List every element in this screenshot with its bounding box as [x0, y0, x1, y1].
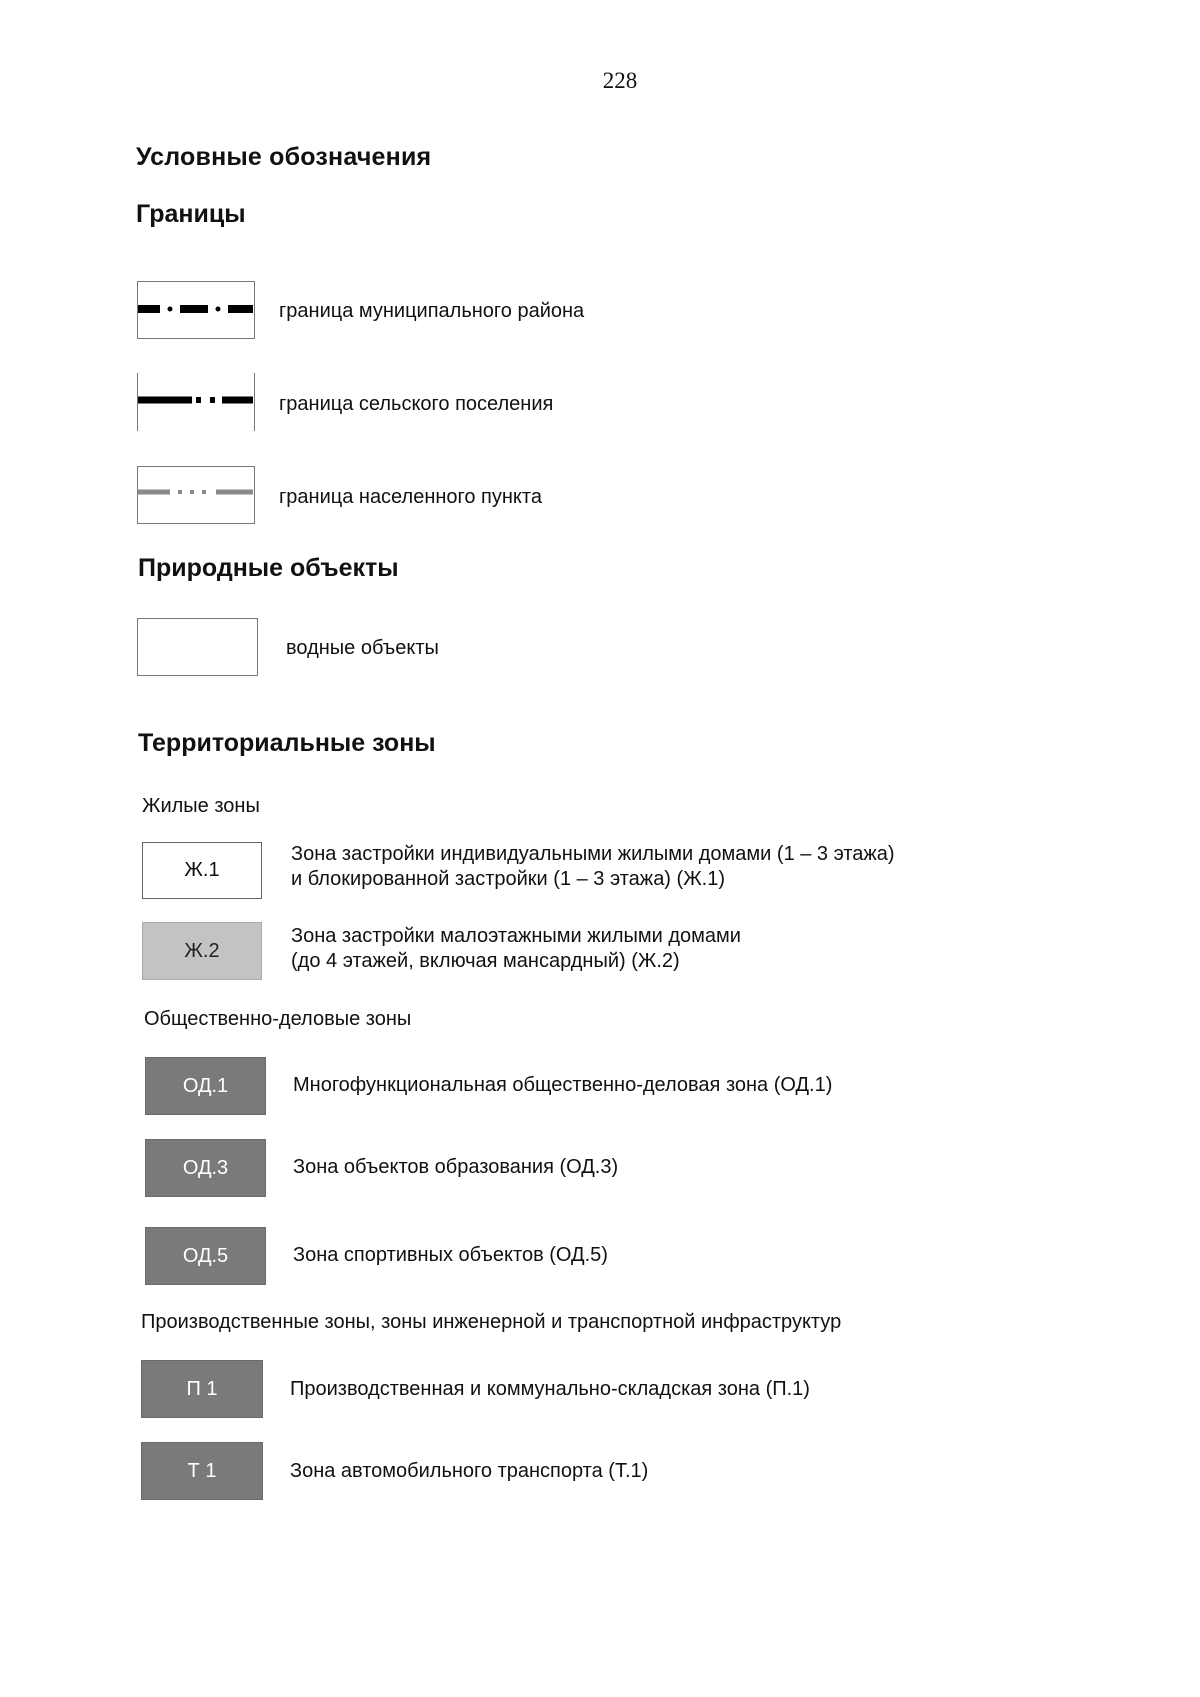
subheading-business: Общественно-деловые зоны	[144, 1008, 412, 1030]
page-number: 228	[602, 68, 638, 93]
zone-description-od5: Зона спортивных объектов (ОД.5)	[293, 1244, 608, 1266]
zone-code-zh2: Ж.2	[184, 939, 220, 962]
zone-code-od1: ОД.1	[182, 1074, 229, 1097]
zone-swatch-t1	[141, 1442, 263, 1500]
legend-title: Условные обозначения	[136, 143, 432, 171]
zone-code-t1: Т 1	[187, 1459, 217, 1482]
zone-swatch-od1	[145, 1057, 266, 1115]
section-heading-zones: Территориальные зоны	[138, 729, 436, 757]
water-bodies-label: водные объекты	[286, 637, 439, 659]
zone-description-zh2-line1: Зона застройки малоэтажными жилыми домами	[291, 925, 741, 947]
zone-description-zh2	[291, 924, 741, 974]
section-heading-natural: Природные объекты	[138, 554, 399, 582]
settlement-boundary-symbol	[137, 466, 255, 524]
zone-code-od5: ОД.5	[182, 1244, 229, 1267]
subheading-industrial: Производственные зоны, зоны инженерной и транспортной инфраструктур	[141, 1311, 842, 1333]
section-heading-boundaries: Границы	[136, 200, 246, 228]
zone-description-p1: Производственная и коммунально-складская зона (П.1)	[290, 1378, 810, 1400]
zone-description-zh1-line2: и блокированной застройки (1 – 3 этажа) (Ж.1)	[291, 868, 725, 890]
zone-description-zh1	[291, 842, 895, 892]
zone-swatch-zh1	[142, 842, 262, 899]
rural-settlement-boundary-symbol	[137, 373, 255, 431]
zone-description-od3: Зона объектов образования (ОД.3)	[293, 1156, 619, 1178]
water-bodies-symbol	[137, 618, 258, 676]
zone-swatch-p1	[141, 1360, 263, 1418]
zone-swatch-zh2	[142, 922, 262, 980]
zone-code-od3: ОД.3	[182, 1156, 229, 1179]
zone-description-zh2-line2: (до 4 этажей, включая мансардный) (Ж.2)	[291, 950, 680, 972]
zone-code-zh1: Ж.1	[184, 859, 220, 881]
municipal-district-boundary-label: граница муниципального района	[279, 300, 585, 322]
zone-code-p1: П 1	[186, 1377, 218, 1400]
settlement-boundary-label: граница населенного пункта	[279, 486, 542, 508]
rural-settlement-boundary-label: граница сельского поселения	[279, 393, 554, 415]
zone-description-t1: Зона автомобильного транспорта (Т.1)	[290, 1460, 649, 1482]
zone-description-od1: Многофункциональная общественно-деловая зона (ОД.1)	[293, 1074, 833, 1096]
zone-swatch-od5	[145, 1227, 266, 1285]
zone-swatch-od3	[145, 1139, 266, 1197]
municipal-district-boundary-symbol	[137, 281, 255, 339]
zone-description-zh1-line1: Зона застройки индивидуальными жилыми домами (1 – 3 этажа)	[291, 843, 895, 865]
subheading-residential: Жилые зоны	[142, 795, 260, 817]
